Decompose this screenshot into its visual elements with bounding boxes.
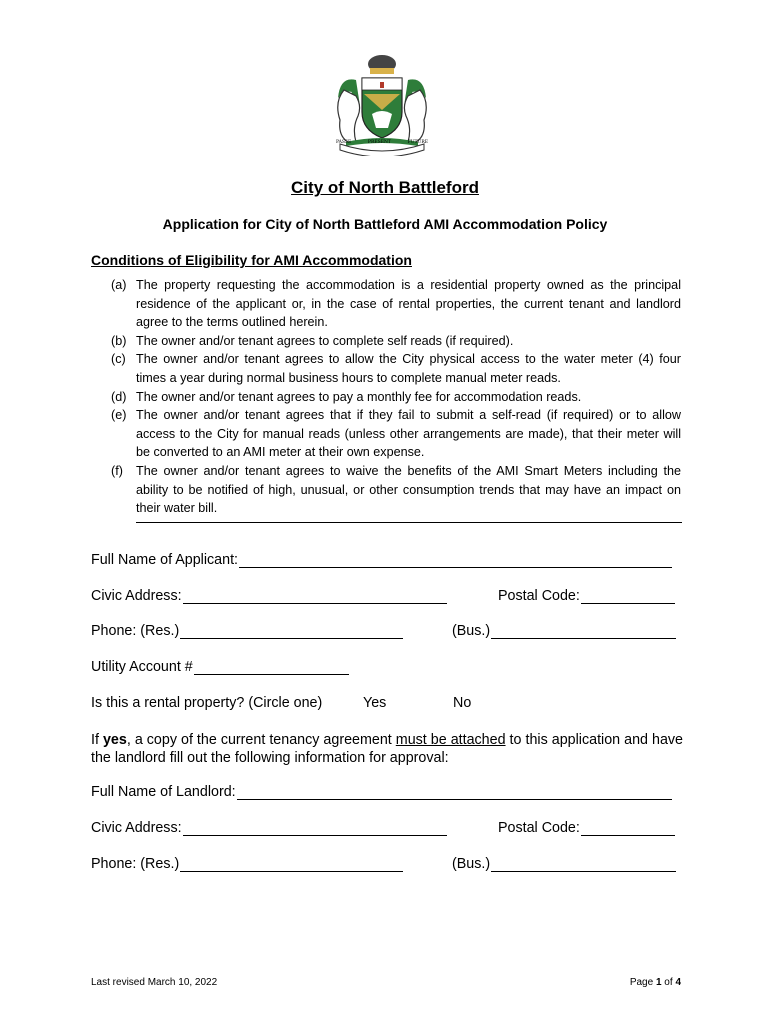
condition-item <box>111 462 681 518</box>
page-of: of <box>661 977 676 988</box>
condition-text: The owner and/or tenant agrees to allow the City physical access to the water meter (4) four times a year during normal business hours to complete manual meter reads. <box>136 352 681 385</box>
landlord-postal-code-input[interactable] <box>581 820 675 836</box>
condition-letter: (a) <box>111 278 127 292</box>
landlord-civic-address-label: Civic Address: <box>91 820 182 836</box>
crest-motto-center: PRÉSENT <box>367 140 391 145</box>
last-revised-date: Last revised March 10, 2022 <box>91 977 218 988</box>
rental-question: Is this a rental property? (Circle one) <box>91 695 323 711</box>
utility-account-input[interactable] <box>194 659 349 675</box>
landlord-full-name-input[interactable] <box>237 784 672 800</box>
utility-account-label: Utility Account # <box>91 659 193 675</box>
condition-item <box>111 332 681 351</box>
rental-note-part3: to this application and have the landlord fill out the following information for approval: <box>91 732 683 766</box>
condition-letter: (d) <box>111 389 127 404</box>
condition-item <box>111 276 681 332</box>
rental-no-option[interactable]: No <box>453 695 472 711</box>
condition-text: The owner and/or tenant agrees to waive the benefits of the AMI Smart Meters including the ability to be notified of high, unusual, or other consumption trends that may have an impact on their water bill. <box>136 463 681 516</box>
landlord-phone-bus-label: (Bus.) <box>452 856 491 872</box>
page-total: 4 <box>675 977 681 988</box>
applicant-phone-res-input[interactable] <box>180 623 403 639</box>
landlord-phone-res-input[interactable] <box>180 856 403 872</box>
document-title: City of North Battleford <box>291 178 479 197</box>
rental-note-part1: If <box>91 732 103 748</box>
condition-item <box>111 388 681 407</box>
rental-note-part2: , a copy of the current tenancy agreement <box>126 732 396 748</box>
applicant-full-name-input[interactable] <box>239 552 672 568</box>
applicant-postal-code-label: Postal Code: <box>498 588 580 604</box>
condition-item <box>111 350 681 387</box>
landlord-phone-bus-input[interactable] <box>491 856 676 872</box>
rental-note-yes: yes <box>102 732 127 748</box>
landlord-postal-code-label: Postal Code: <box>498 820 580 836</box>
landlord-phone-res-field <box>91 856 403 872</box>
applicant-full-name-label: Full Name of Applicant: <box>91 552 239 568</box>
rental-instructions <box>91 731 683 767</box>
utility-account-field <box>91 659 349 675</box>
applicant-civic-address-label: Civic Address: <box>91 588 182 604</box>
condition-text: The owner and/or tenant agrees to pay a monthly fee for accommodation reads. <box>136 389 582 404</box>
crest-motto <box>336 140 428 145</box>
applicant-phone-bus-label: (Bus.) <box>452 623 491 639</box>
applicant-postal-code-input[interactable] <box>581 588 675 604</box>
conditions-heading: Conditions of Eligibility for AMI Accommodation <box>91 252 412 268</box>
applicant-phone-bus-field <box>452 623 676 639</box>
landlord-postal-code-field <box>498 820 675 836</box>
conditions-list <box>111 276 681 518</box>
applicant-civic-address-input[interactable] <box>183 588 447 604</box>
condition-letter: (b) <box>111 333 127 348</box>
document-subtitle: Application for City of North Battleford AMI Accommodation Policy <box>162 216 608 232</box>
landlord-civic-address-field <box>91 820 447 836</box>
crest-motto-left: PASSE <box>336 140 352 145</box>
condition-letter: (e) <box>111 408 127 423</box>
applicant-phone-res-label: Phone: (Res.) <box>91 623 180 639</box>
condition-text: The owner and/or tenant agrees to complete self reads (if required). <box>136 333 514 348</box>
applicant-phone-res-field <box>91 623 403 639</box>
landlord-civic-address-input[interactable] <box>183 820 447 836</box>
condition-letter: (f) <box>111 463 123 478</box>
rental-note-underlined: must be attached <box>395 732 506 748</box>
applicant-civic-address-field <box>91 588 447 604</box>
page-current: 1 <box>655 977 662 988</box>
landlord-full-name-label: Full Name of Landlord: <box>91 784 236 800</box>
page-prefix: Page <box>629 977 656 988</box>
applicant-postal-code-field <box>498 588 675 604</box>
applicant-phone-bus-input[interactable] <box>491 623 676 639</box>
condition-letter: (c) <box>111 352 126 367</box>
condition-text: The owner and/or tenant agrees that if they fail to submit a self-read (if required) or to allow access to the City for manual reads (unless other arrangements are made), that their meter will be converted to an AMI meter at their own expense. <box>136 408 681 460</box>
applicant-full-name-field <box>91 552 672 568</box>
landlord-full-name-field <box>91 784 672 800</box>
condition-item <box>111 406 681 462</box>
page-number <box>630 977 681 988</box>
rental-yes-option[interactable]: Yes <box>363 695 387 711</box>
landlord-phone-bus-field <box>452 856 676 872</box>
conditions-divider <box>136 522 682 523</box>
crest-motto-right: FUTURE <box>407 140 428 145</box>
landlord-phone-res-label: Phone: (Res.) <box>91 856 180 872</box>
condition-text: The property requesting the accommodation is a residential property owned as the principal residence of the applicant or, in the case of rental properties, the current tenant and landlord agree to the terms outlined herein. <box>136 278 681 330</box>
